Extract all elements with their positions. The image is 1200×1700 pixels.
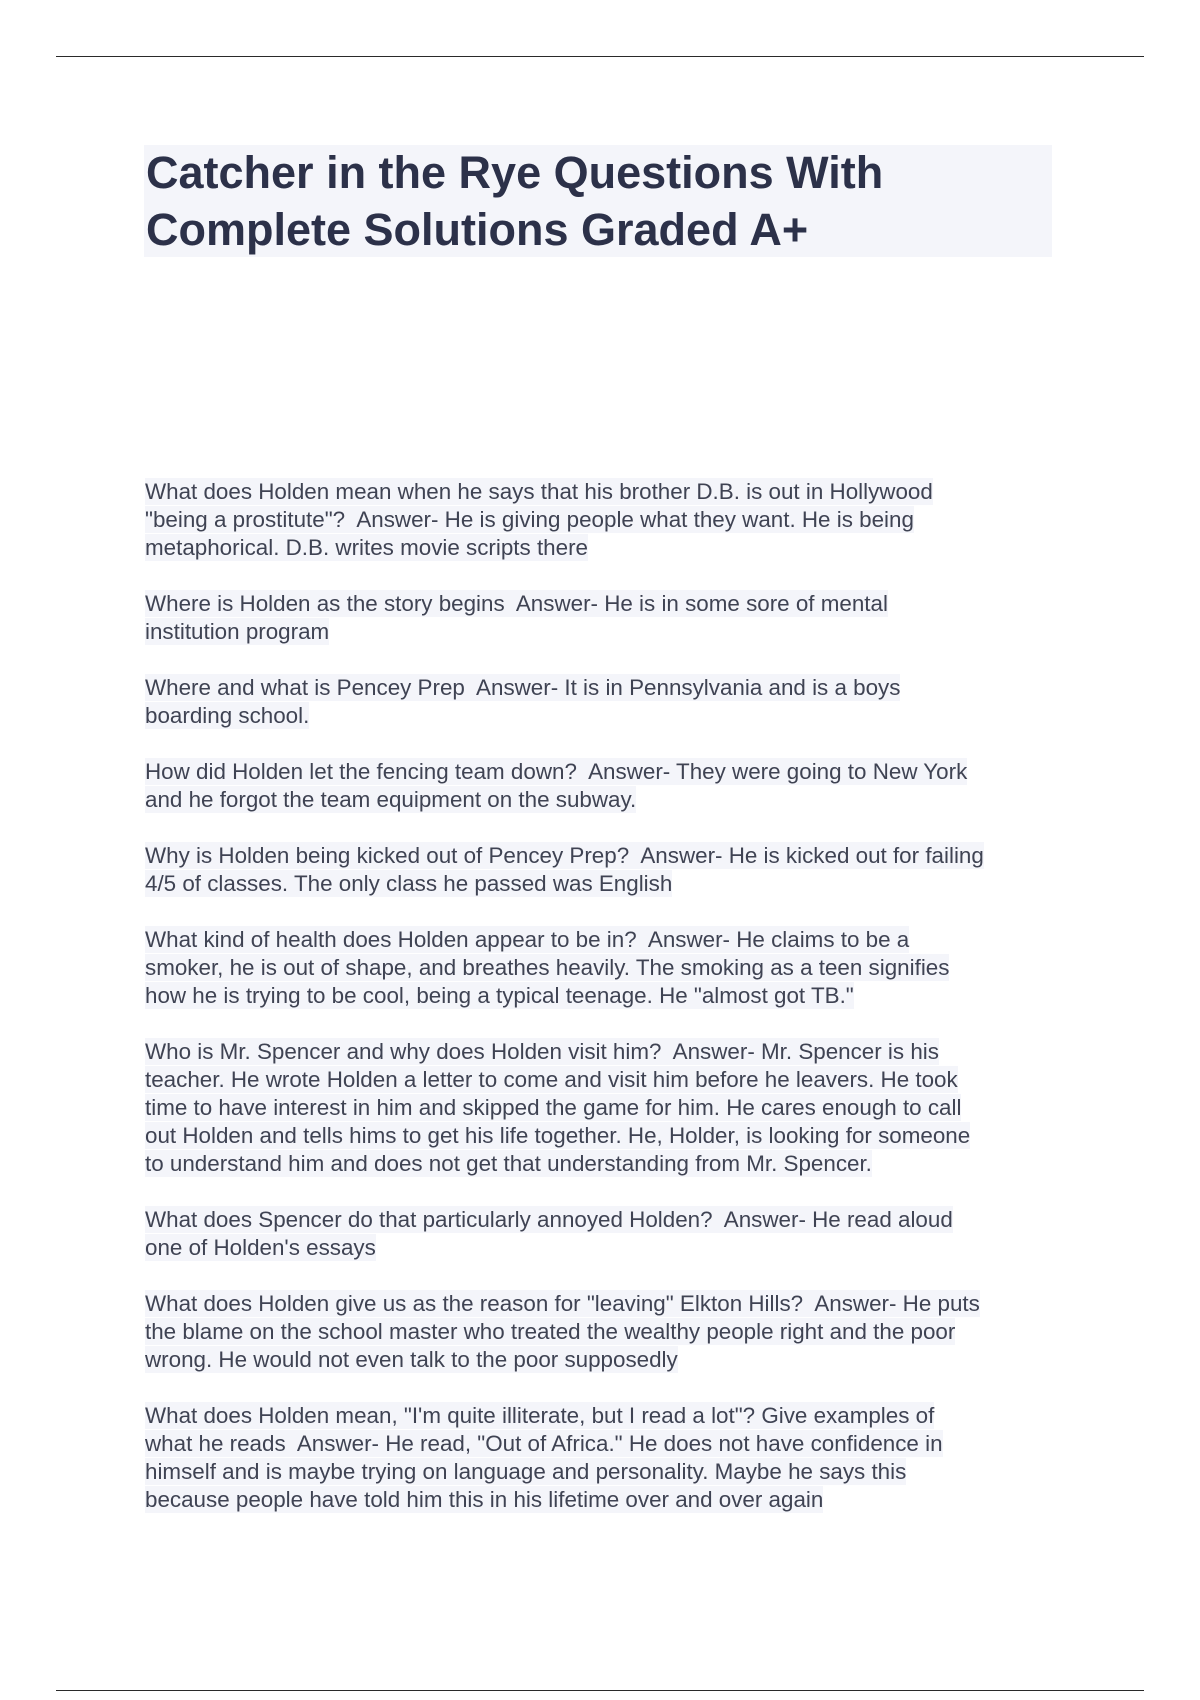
qa-item	[145, 590, 1065, 646]
qa-item	[145, 1290, 1065, 1374]
bottom-rule	[56, 1690, 1144, 1691]
qa-line-text: wrong. He would not even talk to the poor supposedly	[145, 1347, 678, 1372]
qa-line-text: out Holden and tells hims to get his life together. He, Holder, is looking for someone	[145, 1123, 971, 1148]
qa-line-text: how he is trying to be cool, being a typical teenage. He "almost got TB."	[145, 983, 854, 1008]
qa-line	[145, 1038, 1065, 1066]
qa-line	[145, 1066, 1065, 1094]
qa-line-text: the blame on the school master who treated the wealthy people right and the poor	[145, 1319, 956, 1344]
qa-line	[145, 926, 1065, 954]
qa-line	[145, 954, 1065, 982]
qa-line	[145, 506, 1065, 534]
qa-line	[145, 1402, 1065, 1430]
qa-line-text: What does Holden give us as the reason for "leaving" Elkton Hills? Answer- He puts	[145, 1291, 980, 1316]
qa-line-text: to understand him and does not get that understanding from Mr. Spencer.	[145, 1151, 872, 1176]
qa-line-text: what he reads Answer- He read, "Out of Africa." He does not have confidence in	[145, 1431, 943, 1456]
qa-item	[145, 926, 1065, 1010]
qa-line	[145, 1430, 1065, 1458]
qa-line-text: What does Holden mean when he says that his brother D.B. is out in Hollywood	[145, 479, 933, 504]
qa-line	[145, 786, 1065, 814]
qa-line-text: one of Holden's essays	[145, 1235, 376, 1260]
qa-line-text: Why is Holden being kicked out of Pencey Prep? Answer- He is kicked out for failing	[145, 843, 984, 868]
qa-line-text: time to have interest in him and skipped the game for him. He cares enough to call	[145, 1095, 962, 1120]
qa-line	[145, 1290, 1065, 1318]
qa-line	[145, 702, 1065, 730]
qa-line	[145, 590, 1065, 618]
page-title	[146, 144, 1046, 258]
qa-list	[145, 478, 1065, 1542]
qa-item	[145, 478, 1065, 562]
qa-line	[145, 478, 1065, 506]
qa-line	[145, 842, 1065, 870]
qa-line-text: and he forgot the team equipment on the subway.	[145, 787, 637, 812]
qa-item	[145, 674, 1065, 730]
qa-line	[145, 1122, 1065, 1150]
qa-line	[145, 1318, 1065, 1346]
qa-line-text: because people have told him this in his lifetime over and over again	[145, 1487, 824, 1512]
qa-line-text: himself and is maybe trying on language and personality. Maybe he says this	[145, 1459, 907, 1484]
qa-line-text: institution program	[145, 619, 330, 644]
qa-line-text: boarding school.	[145, 703, 310, 728]
qa-line-text: metaphorical. D.B. writes movie scripts there	[145, 535, 588, 560]
qa-line-text: Where is Holden as the story begins Answer- He is in some sore of mental	[145, 591, 888, 616]
qa-line	[145, 1486, 1065, 1514]
qa-item	[145, 758, 1065, 814]
qa-line-text: "being a prostitute"? Answer- He is giving people what they want. He is being	[145, 507, 914, 532]
qa-line	[145, 1150, 1065, 1178]
qa-line	[145, 618, 1065, 646]
qa-line	[145, 982, 1065, 1010]
qa-line-text: Who is Mr. Spencer and why does Holden visit him? Answer- Mr. Spencer is his	[145, 1039, 939, 1064]
qa-line-text: teacher. He wrote Holden a letter to come and visit him before he leavers. He took	[145, 1067, 958, 1092]
qa-line-text: What does Holden mean, "I'm quite illiterate, but I read a lot"? Give examples of	[145, 1403, 935, 1428]
qa-line-text: smoker, he is out of shape, and breathes heavily. The smoking as a teen signifies	[145, 955, 950, 980]
qa-item	[145, 1038, 1065, 1178]
qa-item	[145, 1206, 1065, 1262]
top-rule	[56, 56, 1144, 57]
qa-line-text: How did Holden let the fencing team down? Answer- They were going to New York	[145, 759, 968, 784]
qa-item	[145, 1402, 1065, 1514]
qa-line-text: What does Spencer do that particularly annoyed Holden? Answer- He read aloud	[145, 1207, 953, 1232]
qa-line-text: What kind of health does Holden appear to be in? Answer- He claims to be a	[145, 927, 910, 952]
qa-line-text: 4/5 of classes. The only class he passed was English	[145, 871, 673, 896]
title-line-2: Complete Solutions Graded A+	[146, 204, 809, 255]
qa-item	[145, 842, 1065, 898]
title-line-1: Catcher in the Rye Questions With	[146, 147, 884, 198]
qa-line	[145, 1206, 1065, 1234]
qa-line	[145, 674, 1065, 702]
qa-line	[145, 534, 1065, 562]
qa-line	[145, 1458, 1065, 1486]
qa-line	[145, 1346, 1065, 1374]
qa-line	[145, 758, 1065, 786]
qa-line	[145, 870, 1065, 898]
qa-line	[145, 1234, 1065, 1262]
qa-line	[145, 1094, 1065, 1122]
qa-line-text: Where and what is Pencey Prep Answer- It is in Pennsylvania and is a boys	[145, 675, 901, 700]
